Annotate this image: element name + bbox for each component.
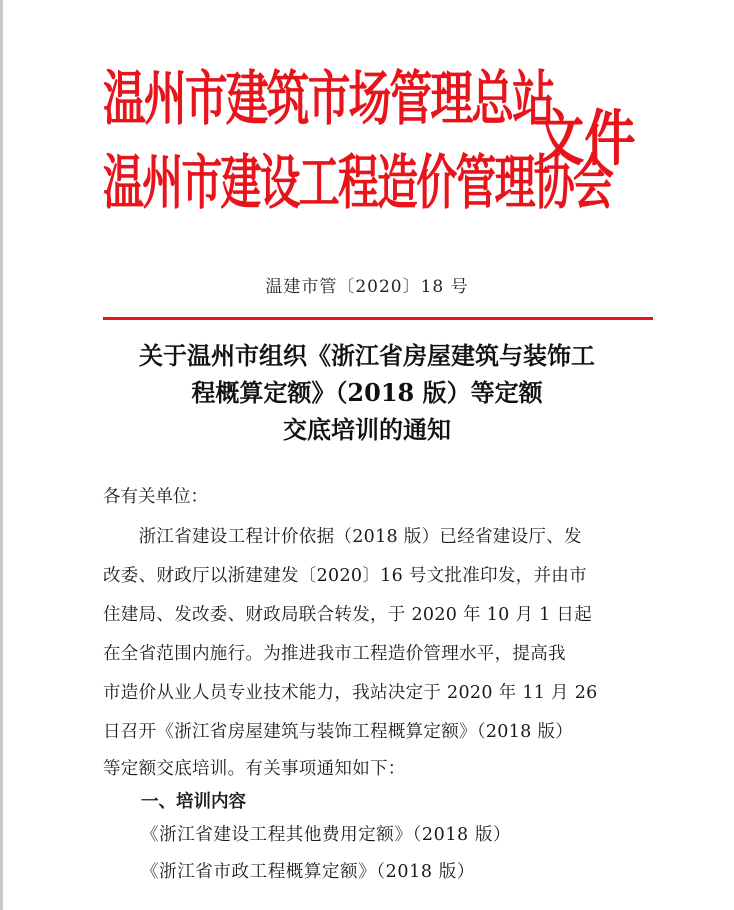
red-separator-line bbox=[103, 317, 653, 320]
document-number: 温建市管〔2020〕18 号 bbox=[265, 277, 469, 297]
title-line: 关于温州市组织《浙江省房屋建筑与装饰工 bbox=[139, 341, 595, 370]
scan-edge bbox=[0, 0, 3, 910]
paragraph-line: 浙江省建设工程计价依据（2018 版）已经省建设厅、发 bbox=[103, 527, 582, 547]
training-item: 《浙江省市政工程概算定额》（2018 版） bbox=[141, 862, 475, 882]
training-item: 《浙江省建设工程其他费用定额》（2018 版） bbox=[141, 825, 512, 845]
issuing-org-1: 温州市建筑市场管理总站 bbox=[103, 63, 554, 133]
paragraph-line: 市造价从业人员专业技术能力，我站决定于 2020 年 11 月 26 bbox=[103, 683, 598, 703]
paragraph-line: 在全省范围内施行。为推进我市工程造价管理水平，提高我 bbox=[103, 644, 566, 664]
title-line: 交底培训的通知 bbox=[283, 415, 451, 444]
paragraph-line: 日召开《浙江省房屋建筑与装饰工程概算定额》（2018 版） bbox=[103, 722, 574, 742]
title-line: 程概算定额》（2018 版）等定额 bbox=[191, 378, 543, 407]
paragraph-line: 住建局、发改委、财政局联合转发，于 2020 年 10 月 1 日起 bbox=[103, 605, 593, 625]
issuing-org-2: 温州市建设工程造价管理协会 bbox=[103, 147, 613, 217]
paragraph-line: 等定额交底培训。有关事项通知如下： bbox=[103, 759, 406, 779]
document-type-label: 文件 bbox=[533, 102, 636, 174]
red-header bbox=[103, 60, 663, 235]
paragraph-line: 改委、财政厅以浙建建发〔2020〕16 号文批准印发，并由市 bbox=[103, 566, 587, 586]
section-heading: 一、培训内容 bbox=[141, 792, 246, 812]
salutation: 各有关单位： bbox=[103, 487, 208, 507]
notice-title bbox=[80, 337, 654, 448]
